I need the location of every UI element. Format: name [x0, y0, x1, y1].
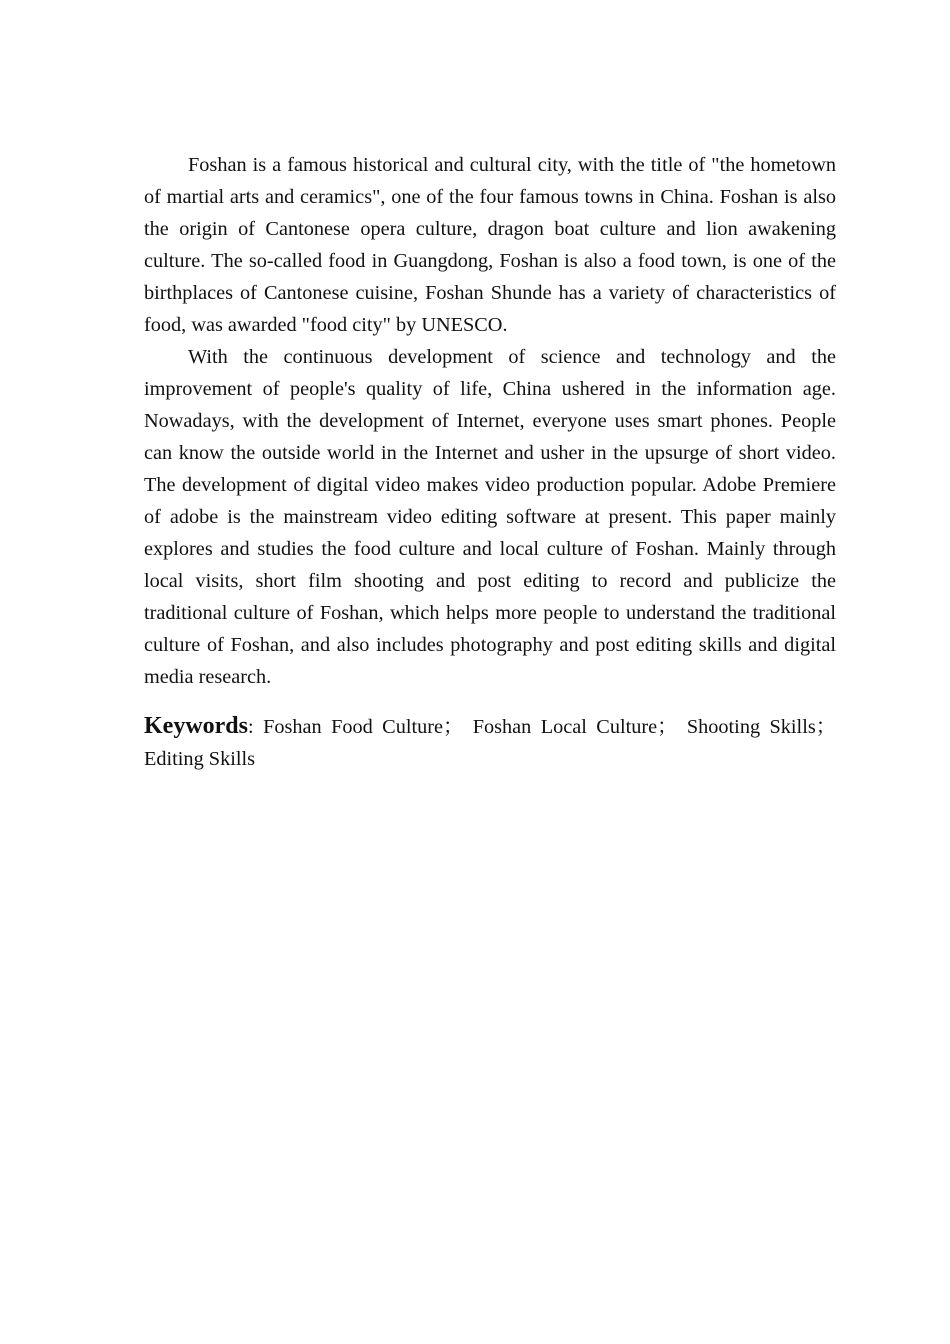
abstract-paragraph-1: Foshan is a famous historical and cultural city, with the title of "the hometown of martial arts and ceramics", one of the four famous towns in China. Foshan is also the origin of Cantonese opera culture, dragon boat culture and lion awakening culture. The so-called food in Guangdong, Foshan is also a food town, is one of the birthplaces of Cantonese cuisine, Foshan Shunde has a variety of characteristics of food, was awarded "food city" by UNESCO. — [144, 154, 836, 336]
keywords-label: Keywords — [144, 713, 248, 739]
keyword-item: Foshan Local Culture； — [472, 716, 678, 738]
keywords-line — [144, 710, 836, 775]
keyword-item: Foshan Food Culture； — [263, 716, 464, 738]
keyword-item: Editing Skills — [144, 748, 256, 770]
keyword-item: Shooting Skills； — [686, 716, 837, 738]
abstract-paragraph-2: With the continuous development of science and technology and the improvement of people's quality of life, China ushered in the information age. Nowadays, with the development of Internet, everyone uses smart phones. People can know the outside world in the Internet and usher in the upsurge of short video. The development of digital video makes video production popular. Adobe Premiere of adobe is the mainstream video editing software at present. This paper mainly explores and studies the food culture and local culture of Foshan. Mainly through local visits, short film shooting and post editing to record and publicize the traditional culture of Foshan, which helps more people to understand the traditional culture of Foshan, and also includes photography and post editing skills and digital media research. — [144, 346, 836, 688]
abstract-page — [144, 149, 836, 775]
keywords-colon: : — [248, 716, 254, 738]
